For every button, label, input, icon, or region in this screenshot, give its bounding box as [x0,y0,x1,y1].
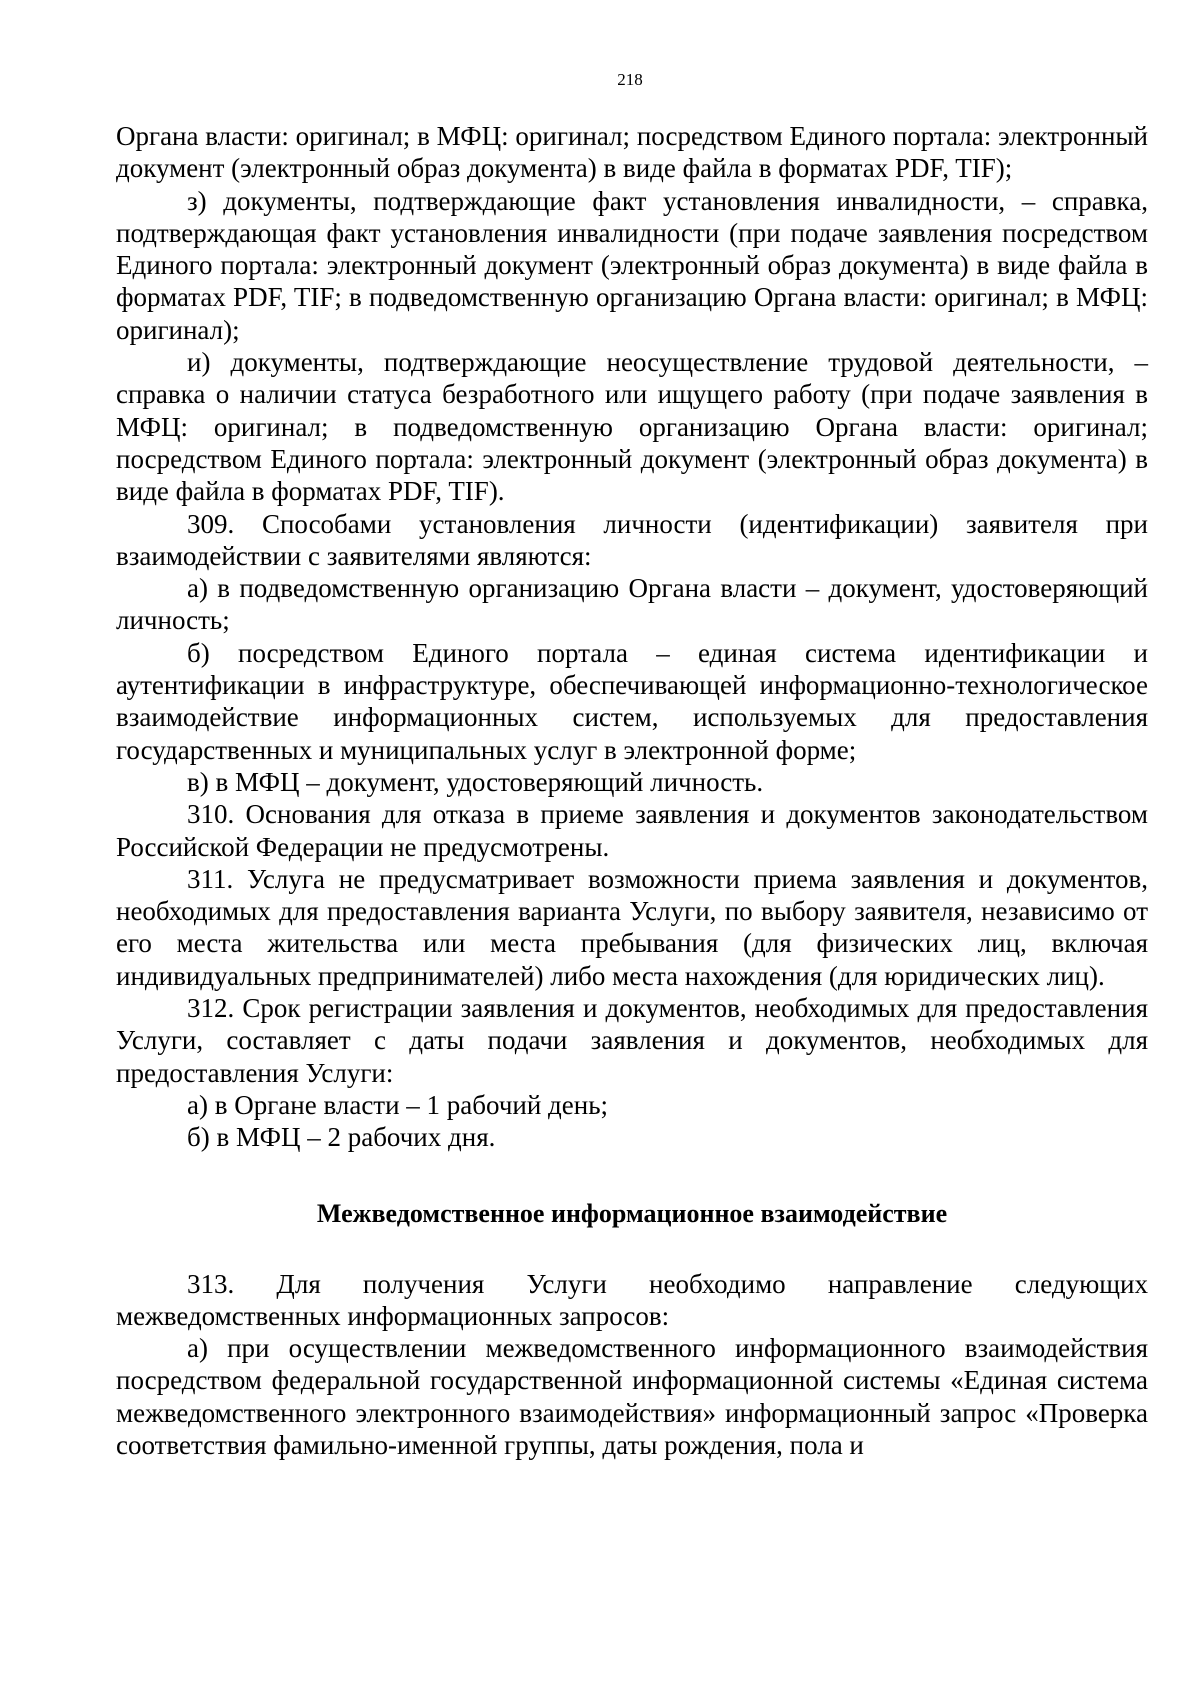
paragraph-item-i: и) документы, подтверждающие неосуществление трудовой деятельности, – справка о наличии статуса безработного или ищущего работу (при подаче заявления в МФЦ: оригинал; в подведомственную организацию Органа власти: оригинал; посредством Единого портала: электронный документ (электронный образ документа) в виде файла в форматах PDF, TIF). [116,347,1148,507]
section-heading: Межведомственное информационное взаимодействие [316,1198,948,1228]
document-body [116,120,1148,1461]
paragraph-312-b: б) в МФЦ – 2 рабочих дня. [187,1122,496,1153]
paragraph-310: 310. Основания для отказа в приеме заявления и документов законодательством Российской Федерации не предусмотрены. [116,799,1148,862]
paragraph-312: 312. Срок регистрации заявления и документов, необходимых для предоставления Услуги, составляет с даты подачи заявления и документов, необходимых для предоставления Услуги: [116,993,1148,1088]
paragraph-313: 313. Для получения Услуги необходимо направление следующих межведомственных информационных запросов: [116,1268,1148,1331]
paragraph-309-b: б) посредством Единого портала – единая система идентификации и аутентификации в инфраструктуре, обеспечивающей информационно-технологическое взаимодействие информационных систем, используемых для предоставления государственных и муниципальных услуг в электронной форме; [116,637,1148,765]
paragraph-313-a: а) при осуществлении межведомственного информационного взаимодействия посредством федеральной государственной информационной системы «Единая система межведомственного электронного взаимодействия» информационный запрос «Проверка соответствия фамильно-именной группы, даты рождения, пола и [116,1333,1148,1460]
paragraph-item-z: з) документы, подтверждающие факт установления инвалидности, – справка, подтверждающая факт установления инвалидности (при подаче заявления посредством Единого портала: электронный документ (электронный образ документа) в виде файла в форматах PDF, TIF; в подведомственную организацию Органа власти: оригинал; в МФЦ: оригинал); [116,185,1148,345]
paragraph-continuation: Органа власти: оригинал; в МФЦ: оригинал; посредством Единого портала: электронный документ (электронный образ документа) в виде файла в форматах PDF, TIF); [116,121,1148,184]
paragraph-311: 311. Услуга не предусматривает возможности приема заявления и документов, необходимых для предоставления варианта Услуги, по выбору заявителя, независимо от его места жительства или места пребывания (для физических лиц, включая индивидуальных предпринимателей) либо места нахождения (для юридических лиц). [116,863,1148,991]
paragraph-312-a: а) в Органе власти – 1 рабочий день; [187,1089,609,1120]
paragraph-309-a: а) в подведомственную организацию Органа власти – документ, удостоверяющий личность; [116,573,1148,636]
paragraph-309: 309. Способами установления личности (идентификации) заявителя при взаимодействии с заявителями являются: [116,508,1148,571]
paragraph-309-v: в) в МФЦ – документ, удостоверяющий личность. [187,766,764,797]
page-number: 218 [617,70,643,89]
